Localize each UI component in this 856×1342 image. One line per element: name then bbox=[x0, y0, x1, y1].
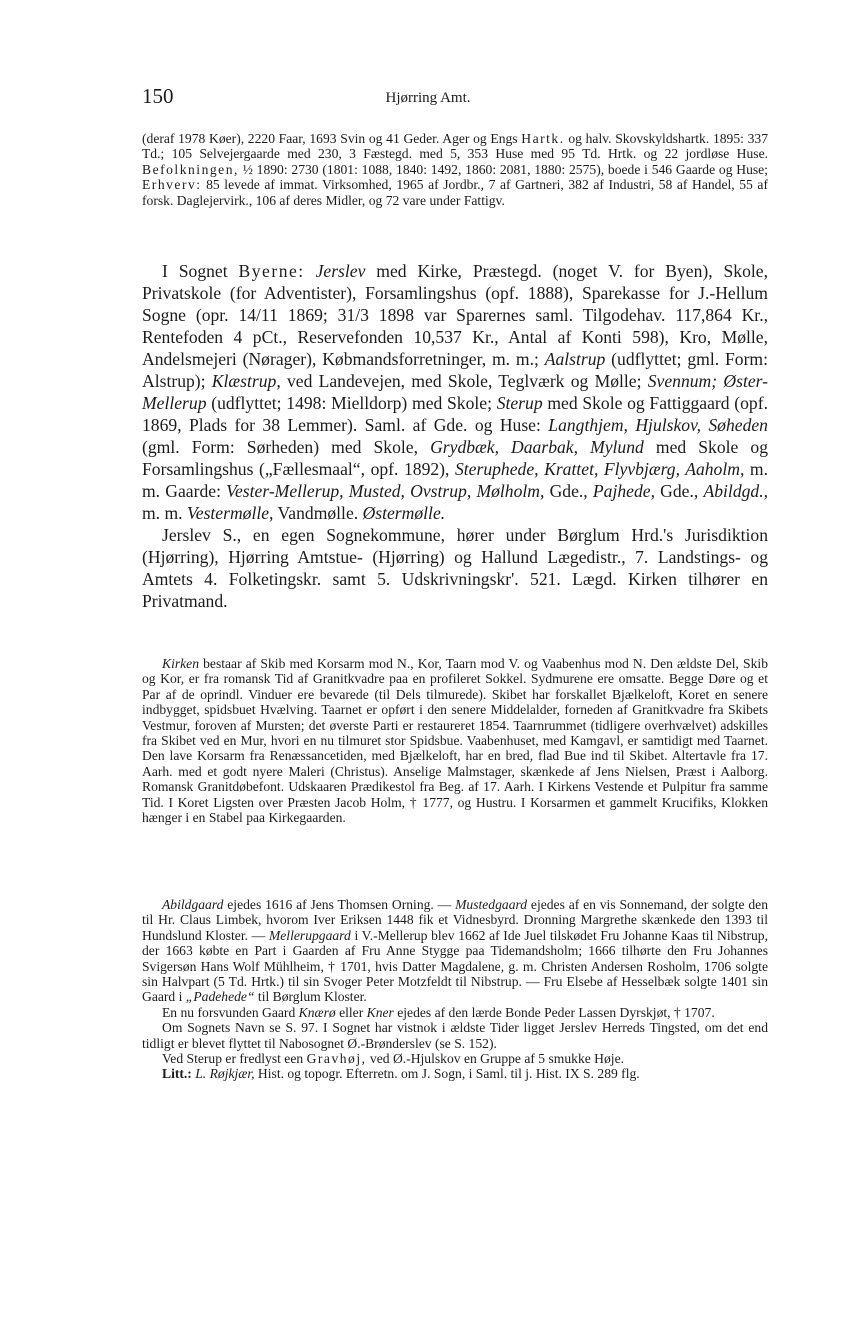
gravhoj-paragraph bbox=[142, 1051, 768, 1066]
gaarde-section bbox=[142, 897, 768, 1082]
farm-mellerupgaard: Mellerupgaard bbox=[268, 927, 351, 943]
intro-paragraph bbox=[142, 131, 768, 208]
sogn-text: med Skole og Forsamlingshus („Fællesmaal“, opf. 1892), bbox=[142, 437, 768, 479]
place-jerslev: Jerslev bbox=[315, 261, 366, 281]
place-klaestrup: Klæstrup, bbox=[211, 371, 281, 391]
running-head: Hjørring Amt. bbox=[385, 90, 471, 106]
place-aalstrup: Aalstrup bbox=[544, 349, 606, 369]
gaarde-text: ejedes af den lærde Bonde Peder Lassen Dyrskjøt, † 1707. bbox=[393, 1004, 715, 1020]
sogn-text: ved Landevejen, med Skole, Teglværk og Mølle; bbox=[280, 371, 648, 391]
literature-label: Litt.: bbox=[162, 1066, 192, 1082]
gaarde-text: ejedes af en vis Sonnemand, der solgte den til Hr. Claus Limbek, hvorom Iver Eriksen 1448 fik et Vidnesbyrd. Dronning Margrethe skænkede den 1393 til Hundslund Kloster. — bbox=[142, 897, 768, 943]
keyword-befolkningen: Befolkningen, bbox=[142, 161, 239, 177]
name-paragraph: Om Sognets Navn se S. 97. I Sognet har vistnok i ældste Tider ligget Jerslev Herreds Tingsted, om det end tidligt er blevet flyttet til Nabosognet Ø.-Brønderslev (se S. 152). bbox=[142, 1020, 768, 1051]
sogn-text: m. m. bbox=[142, 503, 187, 523]
keyword-byerne: Byerne: bbox=[238, 261, 305, 281]
jurisdiction-paragraph: Jerslev S., en egen Sognekommune, hører under Børglum Hrd.'s Jurisdiktion (Hjørring), Hjørring Amtstue- (Hjørring) og Hallund Lægedistr., 7. Landstings- og Amtets 4. Folketingskr. samt 5. Udskrivningskr'. 521. Lægd. Kirken tilhører en Privatmand. bbox=[142, 525, 768, 611]
sogn-text: Vandmølle. bbox=[273, 503, 363, 523]
sogn-text: Gde., bbox=[654, 481, 704, 501]
place-list: Langthjem, Hjulskov, Søheden bbox=[548, 415, 768, 435]
place-ostermolle: Østermølle. bbox=[362, 503, 446, 523]
kirken-title: Kirken bbox=[162, 656, 199, 671]
keyword-gravhoj: Gravhøj, bbox=[306, 1051, 367, 1067]
sogn-section bbox=[142, 260, 768, 612]
place-pajhede: Pajhede, bbox=[592, 481, 655, 501]
farm-abildgaard: Abildgaard bbox=[162, 897, 224, 912]
place-svennum: Svennum; bbox=[647, 371, 718, 391]
farm-padehede: „Padehede“ bbox=[185, 989, 255, 1005]
kirken-section bbox=[142, 656, 768, 825]
place-list: Steruphede, Krattet, Flyvbjærg, Aaholm, bbox=[455, 459, 745, 479]
place-abildgd: Abildgd., bbox=[703, 481, 769, 501]
farm-mustedgaard: Mustedgaard bbox=[455, 897, 528, 912]
gaarde-text: ejedes 1616 af Jens Thomsen Orning. — bbox=[223, 897, 456, 912]
literature-text: Hist. og topogr. Efterretn. om J. Sogn, i Saml. til j. Hist. IX S. 289 flg. bbox=[254, 1066, 640, 1082]
literature-paragraph bbox=[142, 1066, 768, 1081]
sogn-text: m. m. Gaarde: bbox=[142, 459, 769, 501]
gaarde-text: Ved Sterup er fredlyst een bbox=[162, 1051, 307, 1067]
literature-author: L. Røjkjær, bbox=[195, 1066, 255, 1082]
intro-text: og halv. Skovskyldshartk. 1895: 337 Td.; 105 Selvejergaarde med 230, 3 Fæstegd. med 5, 353 Huse med 95 Td. Hrtk. og 22 jordløse Huse. bbox=[142, 131, 768, 162]
gaarde-text: En nu forsvunden Gaard bbox=[162, 1004, 299, 1020]
sogn-text: (udflyttet; gml. Form: Alstrup); bbox=[142, 349, 768, 391]
place-oster-mellerup: Øster-Mellerup bbox=[142, 371, 768, 413]
farm-knaero: Knærø bbox=[298, 1004, 336, 1020]
place-list: Vester-Mellerup, Musted, Ovstrup, Mølholm, bbox=[226, 481, 545, 501]
keyword-erhverv: Erhverv: bbox=[142, 177, 202, 193]
kirken-body: bestaar af Skib med Korsarm mod N., Kor, Taarn mod V. og Vaabenhus mod N. Den ældste Del, Skib og Kor, er fra romansk Tid af Granitkvadre paa en profileret Sokkel. Sydmurene ere omsatte. Begge Døre og et Par af de oprindl. Vinduer ere bevarede (til Dels tilmurede). Skibet har forskallet Bjælkeloft, Koret en senere indbygget, spidsbuet Hvælving. Taarnet er opført i den senere Middelalder, forneden af Granitkvadre fra Skibets Vestmur, foroven af Mursten; det øverste Parti er restaureret 1854. Taarnrummet (tidligere overhvælvet) adskilles fra Skibet ved en Mur, hvori en nu tilmuret stor Spidsbue. Vaabenhuset, med Kamgavl, er samtidigt med Taarnet. Den lave Korsarm fra Renæssancetiden, med Bjælkeloft, har en bred, flad Bue ind til Skibet. Altertavle fra 17. Aarh. med et godt nyere Maleri (Christus). Anselige Malmstager, skænkede af Jens Nielsen, Præst i Aalborg. Romansk Granitdøbefont. Udskaaren Prædikestol fra Beg. af 17. Aarh. I Kirkens Vestende et Pulpitur fra samme Tid. I Koret Ligsten over Præsten Jacob Holm, † 1777, og Hustru. I Korsarmen et gammelt Krucifiks, Klokken hænger i en Stabel paa Kirkegaarden. bbox=[142, 656, 768, 826]
intro-text: ½ 1890: 2730 (1801: 1088, 1840: 1492, 1860: 2081, 1880: 2575), boede i 546 Gaarde og Huse; bbox=[238, 161, 768, 177]
keyword-hartk: Hartk. bbox=[521, 131, 565, 146]
farm-kner: Kner bbox=[366, 1004, 394, 1020]
gaarde-text: ved Ø.-Hjulskov en Gruppe af 5 smukke Høje. bbox=[366, 1051, 625, 1067]
intro-text: 85 levede af immat. Virksomhed, 1965 af Jordbr., 7 af Gartneri, 382 af Industri, 58 af Handel, 55 af forsk. Daglejervirk., 106 af deres Midler, og 72 vare under Fattigv. bbox=[142, 177, 768, 208]
sogn-text: (udflyttet; 1498: Mielldorp) med Skole; bbox=[206, 393, 497, 413]
sogn-text: (gml. Form: Sørheden) med Skole, bbox=[142, 437, 431, 457]
intro-text: (deraf 1978 Køer), 2220 Faar, 1693 Svin og 41 Geder. Ager og Engs bbox=[142, 131, 522, 146]
sogn-text: med Skole og Fattiggaard (opf. 1869, Plads for 38 Lemmer). Saml. af Gde. og Huse: bbox=[142, 393, 768, 435]
page-number: 150 bbox=[142, 84, 174, 108]
knaero-paragraph bbox=[142, 1005, 768, 1020]
place-vestermolle: Vestermølle, bbox=[186, 503, 274, 523]
gaarde-text: eller bbox=[335, 1004, 367, 1020]
gaarde-text: i V.-Mellerup blev 1662 af Ide Juel tilskødet Fru Johanne Kaas til Nibstrup, der 1663 købte en Part i Gaarden af Fru Anne Stygge paa Tidemandsholm; 1666 tilhørte den Fru Johannes Svigersøn Hans Wolf Mühlheim, † 1701, hvis Datter Magdalene, g. m. Christen Andersen Rosholm, 1706 solgte sin Halvpart (5 Td. Hrtk.) til sin Svoger Peter Motzfeldt til Nibstrup. — Fru Elsebe af Hesselbæk solgte 1401 sin Gaard i bbox=[142, 927, 768, 1005]
place-list: Grydbæk, Daarbak, Mylund bbox=[430, 437, 644, 457]
sogn-text: Gde., bbox=[544, 481, 593, 501]
place-sterup: Sterup bbox=[496, 393, 543, 413]
gaarde-text: til Børglum Kloster. bbox=[254, 989, 367, 1005]
sogn-paragraph bbox=[142, 260, 768, 524]
sogn-text: I Sognet bbox=[162, 261, 239, 281]
sogn-text: med Kirke, Præstegd. (noget V. for Byen), Skole, Privatskole (for Adventister), Forsamlingshus (opf. 1888), Sparekasse for J.-Hellum Sogne (opr. 14/11 1869; 31/3 1898 var Sparernes saml. Tilgodehav. 117,864 Kr., Rentefoden 4 pCt., Reservefonden 10,537 Kr., Antal af Konti 598), Kro, Mølle, Andelsmejeri (Nørager), Købmandsforretninger, m. m.; bbox=[142, 261, 768, 369]
gaarde-paragraph bbox=[142, 897, 768, 1005]
